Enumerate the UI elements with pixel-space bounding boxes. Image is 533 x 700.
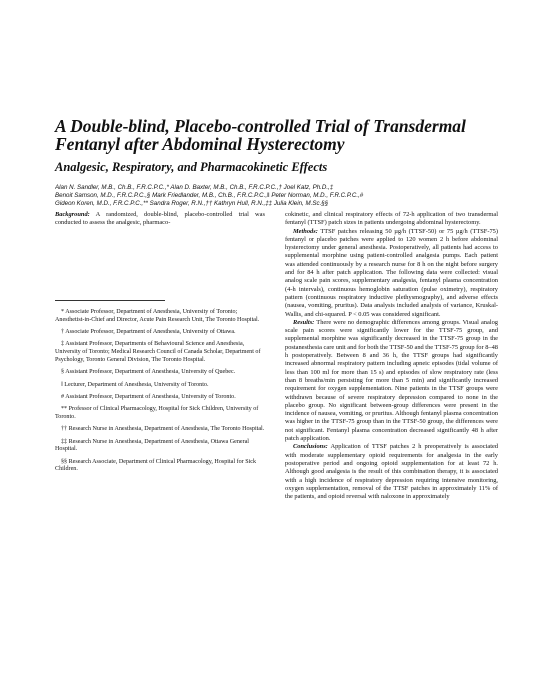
abstract-paragraph [285, 319, 498, 443]
section-head: Results: [293, 318, 315, 326]
abstract-body [285, 211, 498, 501]
section-head: Conclusions: [293, 443, 328, 451]
section-head: Methods: [293, 227, 318, 235]
abstract-intro [55, 211, 265, 228]
footnote: ‡ Assistant Professor, Departments of Behavioural Science and Anesthesia, University of Toronto; Medical Research Council of Canada Scholar, Department of Psychology, Toronto General Division, The Toronto Hospital. [55, 341, 261, 363]
abstract-paragraph-text: There were no demographic differences among groups. Visual analog scale pain scores were significantly lower for the TTSF-75 group, and supplemental morphine was significantly decreased in the TTSF-75 group in the postanesthesia care unit and for both the TTSF-50 and the TTSF-75 group for 8–48 h postoperatively. Between 8 and 36 h, the TTSF groups had significantly increased abnormal respiratory pattern including apneic episodes (tidal volume of less than 100 ml for more than 15 s) and episodes of slow respiratory rate (less than 8 breaths/min persisting for more than 5 min) and significantly increased requirement for oxygen supplementation. Nine patients in the TTSF groups were withdrawn because of severe respiratory depression compared to none in the placebo group. No significant between-group differences were present in the incidence of nausea, vomiting, or pruritus. Although fentanyl plasma concentration was higher in the TTSF-75 group than in the TTSF-50 group, the differences were not significant. Fentanyl plasma concentration decreased significantly 48 h after patch application. [285, 318, 498, 443]
abstract-paragraph-text: cokinetic, and clinical respiratory effects of 72-h application of two transdermal fentanyl (TTSF) patch sizes in patients undergoing abdominal hysterectomy. [285, 211, 498, 227]
abstract-paragraph [285, 228, 498, 319]
footnote: * Associate Professor, Department of Anesthesia, University of Toronto; Anesthetist-in-Chief and Director, Acute Pain Research Unit, The Toronto Hospital. [55, 309, 260, 323]
abstract-paragraph [285, 211, 498, 228]
author-line: Gideon Koren, M.D., F.R.C.P.C.,** Sandra Roger, R.N.,†† Kathryn Hull, R.N.,‡‡ Julia Klein, M.Sc.§§ [55, 200, 329, 207]
author-line: Alan N. Sandler, M.B., Ch.B., F.R.C.P.C.,* Alan D. Baxter, M.B., Ch.B., F.R.C.P.C.,† Joel Katz, Ph.D.,‡ [55, 184, 334, 191]
abstract-paragraph-text: TTSF patches releasing 50 µg/h (TTSF-50) or 75 µg/h (TTSF-75) fentanyl or placebo patches were applied to 120 women 2 h before abdominal hysterectomy under general anesthesia. Postoperatively, all patients had access to supplemental morphine using patient-controlled analgesia pumps. Each patient was attended continuously by a research nurse for 8 h on the night before surgery and for 84 h after patch application. The following data were collected: visual analog scale pain scores, supplementary analgesia, fentanyl plasma concentration (4-h intervals), continuous hemoglobin saturation (pulse oximetry), respiratory pattern (continuous respiratory inductive plethysmography), and adverse effects (nausea, vomiting, pruritus). Data analysis included analysis of variance, Kruskal-Wallis, and chi-squared. P < 0.05 was considered significant. [285, 227, 498, 318]
footnote: † Associate Professor, Department of Anesthesia, University of Ottawa. [61, 329, 236, 336]
footnote: †† Research Nurse in Anesthesia, Department of Anesthesia, The Toronto Hospital. [61, 426, 265, 433]
author-list [55, 184, 495, 208]
article-subtitle: Analgesic, Respiratory, and Pharmacokinetic Effects [55, 160, 328, 174]
abstract-paragraph-text: Application of TTSF patches 2 h preoperatively is associated with moderate supplementary opioid requirements for analgesia in the early postoperative period and ongoing opioid supplementation for at least 72 h. Although good analgesia is the result of this combination therapy, it is associated with a high incidence of respiratory depression requiring intensive monitoring, oxygen supplementation, removal of the TTSF patches in approximately 11% of the patients, and opioid reversal with naloxone in approximately [285, 443, 499, 501]
footnote: ‡‡ Research Nurse in Anesthesia, Department of Anesthesia, Ottawa General Hospital. [55, 438, 249, 453]
abstract-intro-text: A randomized, double-blind, placebo-controlled trial was conducted to assess the analgesic, pharmaco- [55, 211, 265, 227]
footnote: ** Professor of Clinical Pharmacology, Hospital for Sick Children, University of Toronto. [55, 406, 259, 420]
footnotes [55, 309, 265, 479]
footnote-divider [55, 300, 165, 301]
footnote: § Assistant Professor, Department of Anesthesia, University of Quebec. [61, 369, 236, 376]
footnote: ‖ Lecturer, Department of Anesthesia, University of Toronto. [61, 381, 209, 388]
footnote: # Assistant Professor, Department of Anesthesia, University of Toronto. [61, 393, 236, 400]
footnote: §§ Research Associate, Department of Clinical Pharmacology, Hospital for Sick Children. [55, 458, 257, 473]
abstract-lead-label: Background: [55, 211, 90, 218]
author-line: Benoit Samson, M.D., F.R.C.P.C.,§ Mark Friedlander, M.B., Ch.B., F.R.C.P.C.,‖ Peter Norman, M.D., F.R.C.P.C.,# [55, 192, 364, 199]
article-title: A Double-blind, Placebo-controlled Trial of Transdermal Fentanyl after Abdominal Hysterectomy [55, 116, 466, 154]
abstract-paragraph [285, 443, 498, 501]
